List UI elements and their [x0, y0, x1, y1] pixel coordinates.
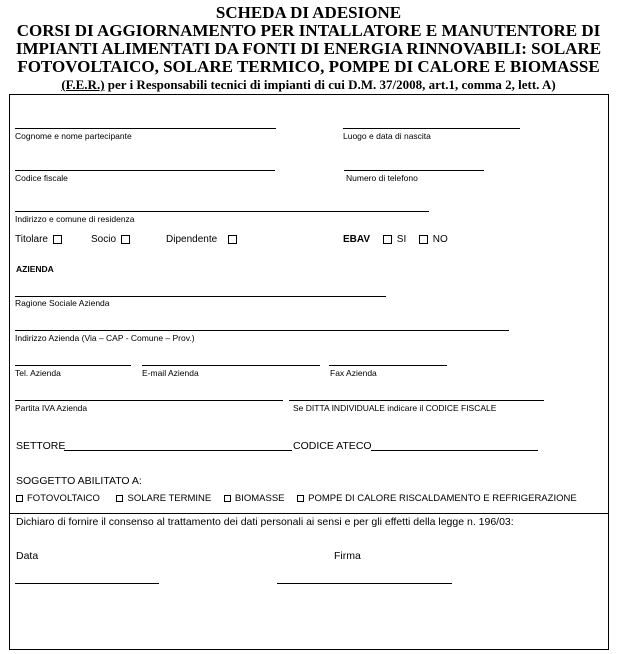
- ebav-si-checkbox[interactable]: [383, 235, 392, 244]
- ragione-sociale-input-line[interactable]: [15, 296, 386, 297]
- consent-text: Dichiaro di fornire il consenso al trattamento dei dati personali ai sensi e per gli effetti della legge n. 196/03:: [16, 516, 514, 528]
- option-solare-termine[interactable]: [116, 493, 211, 504]
- piva-input-line[interactable]: [15, 400, 283, 401]
- ebav-si-label: SI: [396, 234, 407, 245]
- fotovoltaico-label: FOTOVOLTAICO: [27, 493, 100, 504]
- phone-label: Numero di telefono: [346, 173, 418, 183]
- form-header: [0, 4, 617, 94]
- company-section-title: AZIENDA: [16, 264, 54, 274]
- biomasse-checkbox[interactable]: [224, 495, 231, 502]
- role-dipendente[interactable]: [166, 234, 239, 245]
- pompe-di-calore-checkbox[interactable]: [297, 495, 304, 502]
- company-tel-input-line[interactable]: [15, 365, 131, 366]
- settore-label: SETTORE: [16, 440, 66, 452]
- role-socio[interactable]: [91, 234, 132, 245]
- codice-ateco-input-line[interactable]: [371, 450, 538, 451]
- solare-termine-label: SOLARE TERMINE: [127, 493, 212, 504]
- form-title: SCHEDA DI ADESIONE: [215, 3, 402, 22]
- tax-code-input-line[interactable]: [15, 170, 275, 171]
- firma-label: Firma: [334, 550, 361, 562]
- form-subtitle-line-4: [0, 76, 617, 94]
- role-titolare[interactable]: [15, 234, 64, 245]
- firma-input-line[interactable]: [277, 583, 452, 584]
- qualification-options: [16, 493, 577, 504]
- titolare-checkbox[interactable]: [53, 235, 62, 244]
- form-subtitle-line-3: FOTOVOLTAICO, SOLARE TERMICO, POMPE DI CALORE E BIOMASSE: [17, 57, 600, 76]
- piva-label: Partita IVA Azienda: [15, 403, 88, 413]
- socio-label: Socio: [91, 234, 117, 245]
- codice-ateco-label: CODICE ATECO: [293, 440, 372, 452]
- form-subtitle-line-4-text: per i Responsabili tecnici di impianti di cui D.M. 37/2008, art.1, comma 2, lett. A): [104, 77, 556, 92]
- form-frame: [9, 94, 609, 650]
- tax-code-label: Codice fiscale: [15, 173, 68, 183]
- option-pompe-di-calore[interactable]: [297, 493, 577, 504]
- company-fax-input-line[interactable]: [329, 365, 447, 366]
- name-label: Cognome e nome partecipante: [15, 131, 132, 141]
- option-biomasse[interactable]: [224, 493, 285, 504]
- company-tel-label: Tel. Azienda: [15, 368, 61, 378]
- socio-checkbox[interactable]: [121, 235, 130, 244]
- phone-input-line[interactable]: [344, 170, 484, 171]
- company-address-label: Indirizzo Azienda (Via – CAP - Comune – Prov.): [15, 333, 195, 343]
- settore-input-line[interactable]: [64, 450, 292, 451]
- form-subtitle-line-1: CORSI DI AGGIORNAMENTO PER INTALLATORE E MANUTENTORE DI: [16, 21, 601, 40]
- company-address-input-line[interactable]: [15, 330, 509, 331]
- ebav-no-option[interactable]: [417, 234, 448, 245]
- biomasse-label: BIOMASSE: [234, 493, 285, 504]
- solare-termine-checkbox[interactable]: [116, 495, 123, 502]
- address-input-line[interactable]: [15, 211, 429, 212]
- company-email-label: E-mail Azienda: [142, 368, 199, 378]
- address-label: Indirizzo e comune di residenza: [15, 214, 135, 224]
- ragione-sociale-label: Ragione Sociale Azienda: [15, 298, 110, 308]
- ebav-si-option[interactable]: [381, 234, 406, 245]
- consent-divider: [9, 513, 609, 514]
- company-fax-label: Fax Azienda: [330, 368, 377, 378]
- dipendente-label: Dipendente: [166, 234, 218, 245]
- birth-input-line[interactable]: [343, 128, 520, 129]
- ditta-codice-fiscale-input-line[interactable]: [289, 400, 544, 401]
- form-subtitle-line-2: IMPIANTI ALIMENTATI DA FONTI DI ENERGIA RINNOVABILI: SOLARE: [15, 39, 602, 58]
- qualification-title: SOGGETTO ABILITATO A:: [16, 475, 142, 487]
- ebav-label: EBAV: [343, 234, 371, 245]
- ditta-codice-fiscale-label: Se DITTA INDIVIDUALE indicare il CODICE FISCALE: [293, 403, 497, 413]
- option-fotovoltaico[interactable]: [16, 493, 100, 504]
- data-label: Data: [16, 550, 39, 562]
- data-input-line[interactable]: [15, 583, 159, 584]
- titolare-label: Titolare: [15, 234, 48, 245]
- name-input-line[interactable]: [15, 128, 276, 129]
- ebav-no-label: NO: [432, 234, 448, 245]
- pompe-di-calore-label: POMPE DI CALORE RISCALDAMENTO E REFRIGERAZIONE: [308, 493, 577, 504]
- company-email-input-line[interactable]: [142, 365, 320, 366]
- dipendente-checkbox[interactable]: [228, 235, 237, 244]
- fer-abbreviation: (F.E.R.): [61, 77, 105, 92]
- birth-label: Luogo e data di nascita: [343, 131, 431, 141]
- fotovoltaico-checkbox[interactable]: [16, 495, 23, 502]
- ebav-no-checkbox[interactable]: [419, 235, 428, 244]
